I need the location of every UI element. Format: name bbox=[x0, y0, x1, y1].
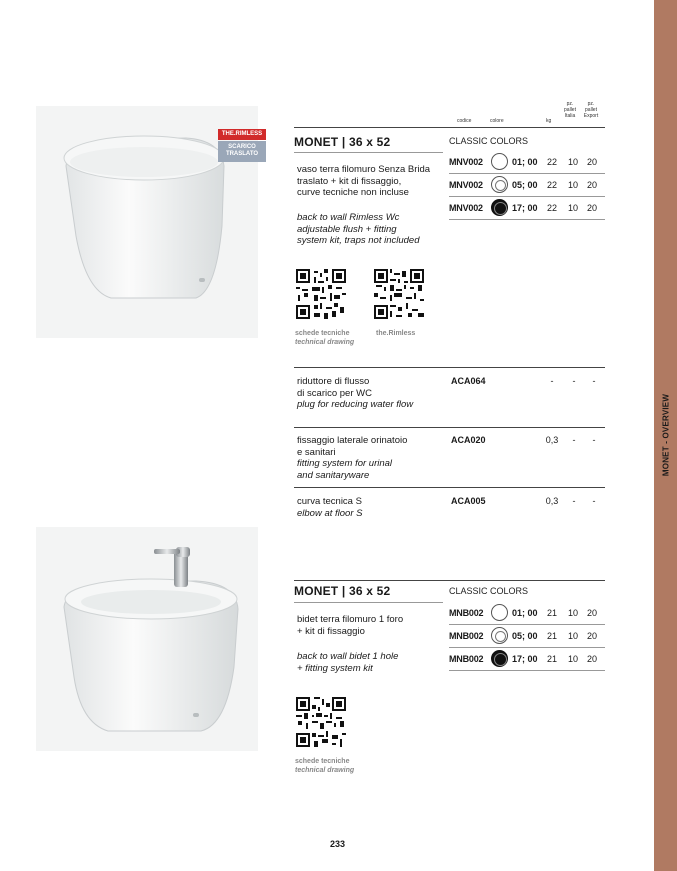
pallet-export-value: 20 bbox=[586, 654, 597, 664]
accessory-row bbox=[294, 435, 605, 485]
color-code: 05; 00 bbox=[512, 631, 538, 641]
desc-line: + kit di fissaggio bbox=[297, 625, 365, 637]
caption-it: schede tecniche bbox=[295, 330, 350, 337]
bidet-title-rule bbox=[294, 602, 443, 603]
color-swatch-white-icon bbox=[491, 604, 508, 621]
header-export: Export bbox=[583, 113, 599, 119]
accessory-description bbox=[297, 496, 362, 519]
pallet-export-value: 20 bbox=[586, 203, 597, 213]
kg-value: 22 bbox=[546, 157, 557, 167]
desc-line-en: plug for reducing water flow bbox=[297, 399, 414, 410]
desc-line: back to wall Rimless Wc bbox=[297, 212, 400, 223]
accessory-row bbox=[294, 496, 605, 522]
desc-line: adjustable flush + fitting bbox=[297, 223, 397, 235]
pallet-italia-value: 10 bbox=[567, 180, 578, 190]
pallet-export-value: - bbox=[592, 496, 596, 506]
product-row bbox=[449, 626, 605, 648]
rimless-badge: THE.RIMLESS bbox=[218, 129, 266, 140]
section-rule bbox=[294, 367, 605, 368]
header-pallet: pallet bbox=[585, 107, 597, 113]
pallet-italia-value: 10 bbox=[567, 654, 578, 664]
product-code: MNV002 bbox=[449, 157, 483, 167]
kg-value: 0,3 bbox=[545, 435, 559, 445]
pallet-export-value: - bbox=[592, 435, 596, 445]
pallet-italia-value: - bbox=[572, 435, 576, 445]
pallet-italia-value: - bbox=[572, 376, 576, 386]
desc-line-en: and sanitaryware bbox=[297, 469, 370, 481]
accessory-row bbox=[294, 376, 605, 424]
product-row bbox=[449, 198, 605, 220]
product-code: MNB002 bbox=[449, 654, 484, 664]
product-row bbox=[449, 152, 605, 174]
pallet-export-value: 20 bbox=[586, 631, 597, 641]
accessory-code: ACA064 bbox=[451, 376, 486, 386]
pallet-export-value: 20 bbox=[586, 180, 597, 190]
row-rule bbox=[449, 670, 605, 671]
accessory-description bbox=[297, 435, 407, 481]
color-swatch-black-icon bbox=[491, 199, 508, 216]
header-pz: pz. bbox=[566, 101, 574, 107]
desc-line-en: elbow at floor S bbox=[297, 507, 363, 519]
product-row bbox=[449, 649, 605, 671]
desc-line: riduttore di flusso bbox=[297, 376, 370, 387]
qr-caption-technical bbox=[295, 329, 354, 347]
side-section-label: MONET - OVERVIEW bbox=[661, 393, 671, 477]
pallet-italia-value: 10 bbox=[567, 203, 578, 213]
desc-line: bidet terra filomuro 1 foro bbox=[297, 614, 404, 625]
desc-line: curva tecnica S bbox=[297, 496, 362, 507]
pallet-italia-value: 10 bbox=[567, 608, 578, 618]
qr-code-technical-drawing-icon[interactable] bbox=[296, 269, 346, 319]
color-swatch-black-icon bbox=[491, 650, 508, 667]
wc-classic-colors: CLASSIC COLORS bbox=[449, 136, 529, 146]
color-code: 17; 00 bbox=[512, 203, 538, 213]
caption-en: technical drawing bbox=[295, 339, 355, 346]
qr-caption-bidet-technical bbox=[295, 757, 354, 775]
color-swatch-ring-icon bbox=[491, 627, 508, 644]
row-rule bbox=[449, 624, 605, 625]
wc-description-it bbox=[297, 164, 430, 199]
qr-caption-rimless: the.Rimless bbox=[376, 330, 416, 337]
desc-line: traslato + kit di fissaggio, bbox=[297, 175, 402, 187]
kg-value: 21 bbox=[546, 631, 557, 641]
desc-line: back to wall bidet 1 hole bbox=[297, 651, 399, 662]
row-rule bbox=[449, 196, 605, 197]
scarico-traslato-badge bbox=[218, 141, 266, 162]
pallet-italia-value: 10 bbox=[567, 631, 578, 641]
product-row bbox=[449, 603, 605, 625]
wc-title: MONET | 36 x 52 bbox=[294, 135, 391, 149]
header-italia: Italia bbox=[564, 113, 576, 119]
kg-value: 0,3 bbox=[545, 496, 559, 506]
desc-line: + fitting system kit bbox=[297, 662, 373, 674]
header-pallet-export bbox=[581, 101, 601, 119]
product-code: MNB002 bbox=[449, 608, 484, 618]
product-code: MNV002 bbox=[449, 180, 483, 190]
header-colore: colore bbox=[490, 118, 504, 124]
kg-value: 21 bbox=[546, 654, 557, 664]
bidet-top-rule bbox=[294, 580, 605, 581]
header-codice: codice bbox=[457, 118, 472, 124]
section-rule bbox=[294, 487, 605, 488]
desc-line: curve tecniche non incluse bbox=[297, 187, 409, 198]
pallet-italia-value: - bbox=[572, 496, 576, 506]
bidet-product-photo bbox=[36, 527, 258, 751]
color-swatch-white-icon bbox=[491, 153, 508, 170]
bidet-title: MONET | 36 x 52 bbox=[294, 584, 391, 598]
desc-line: e sanitari bbox=[297, 446, 336, 458]
desc-line: di scarico per WC bbox=[297, 387, 372, 399]
desc-line: fissaggio laterale orinatoio bbox=[297, 435, 408, 446]
pallet-italia-value: 10 bbox=[567, 157, 578, 167]
row-rule bbox=[449, 219, 605, 220]
pallet-export-value: - bbox=[592, 376, 596, 386]
kg-value: 22 bbox=[546, 203, 557, 213]
section-rule bbox=[294, 427, 605, 428]
product-row bbox=[449, 175, 605, 197]
pallet-export-value: 20 bbox=[586, 157, 597, 167]
header-rule bbox=[294, 127, 605, 128]
qr-code-bidet-technical-drawing-icon[interactable] bbox=[296, 697, 346, 747]
pallet-export-value: 20 bbox=[586, 608, 597, 618]
header-pallet-italia bbox=[560, 101, 580, 119]
row-rule bbox=[449, 173, 605, 174]
row-rule bbox=[449, 647, 605, 648]
caption-it: schede tecniche bbox=[295, 758, 350, 765]
bidet-description-en bbox=[297, 651, 398, 674]
header-kg: kg bbox=[546, 118, 552, 124]
color-swatch-ring-icon bbox=[491, 176, 508, 193]
accessory-code: ACA005 bbox=[451, 496, 486, 506]
wc-title-rule bbox=[294, 152, 443, 153]
desc-line-en: fitting system for urinal bbox=[297, 458, 393, 469]
desc-line: system kit, traps not included bbox=[297, 235, 420, 246]
bidet-description-it bbox=[297, 614, 403, 637]
accessory-description bbox=[297, 376, 413, 411]
caption-en: technical drawing bbox=[295, 767, 355, 774]
product-code: MNB002 bbox=[449, 631, 484, 641]
bidet-classic-colors: CLASSIC COLORS bbox=[449, 586, 529, 596]
desc-line: vaso terra filomuro Senza Brida bbox=[297, 164, 431, 175]
header-pz: pz. bbox=[587, 101, 595, 107]
badge-line-1: SCARICO bbox=[228, 144, 256, 150]
kg-value: 21 bbox=[546, 608, 557, 618]
color-code: 17; 00 bbox=[512, 654, 538, 664]
color-code: 01; 00 bbox=[512, 608, 538, 618]
kg-value: 22 bbox=[546, 180, 557, 190]
qr-code-rimless-icon[interactable] bbox=[374, 269, 424, 319]
wc-description-en bbox=[297, 212, 420, 247]
page-number: 233 bbox=[330, 839, 346, 849]
header-pallet: pallet bbox=[564, 107, 576, 113]
kg-value: - bbox=[550, 376, 554, 386]
color-code: 01; 00 bbox=[512, 157, 538, 167]
product-code: MNV002 bbox=[449, 203, 483, 213]
color-code: 05; 00 bbox=[512, 180, 538, 190]
badge-line-2: TRASLATO bbox=[225, 151, 259, 157]
accessory-code: ACA020 bbox=[451, 435, 486, 445]
